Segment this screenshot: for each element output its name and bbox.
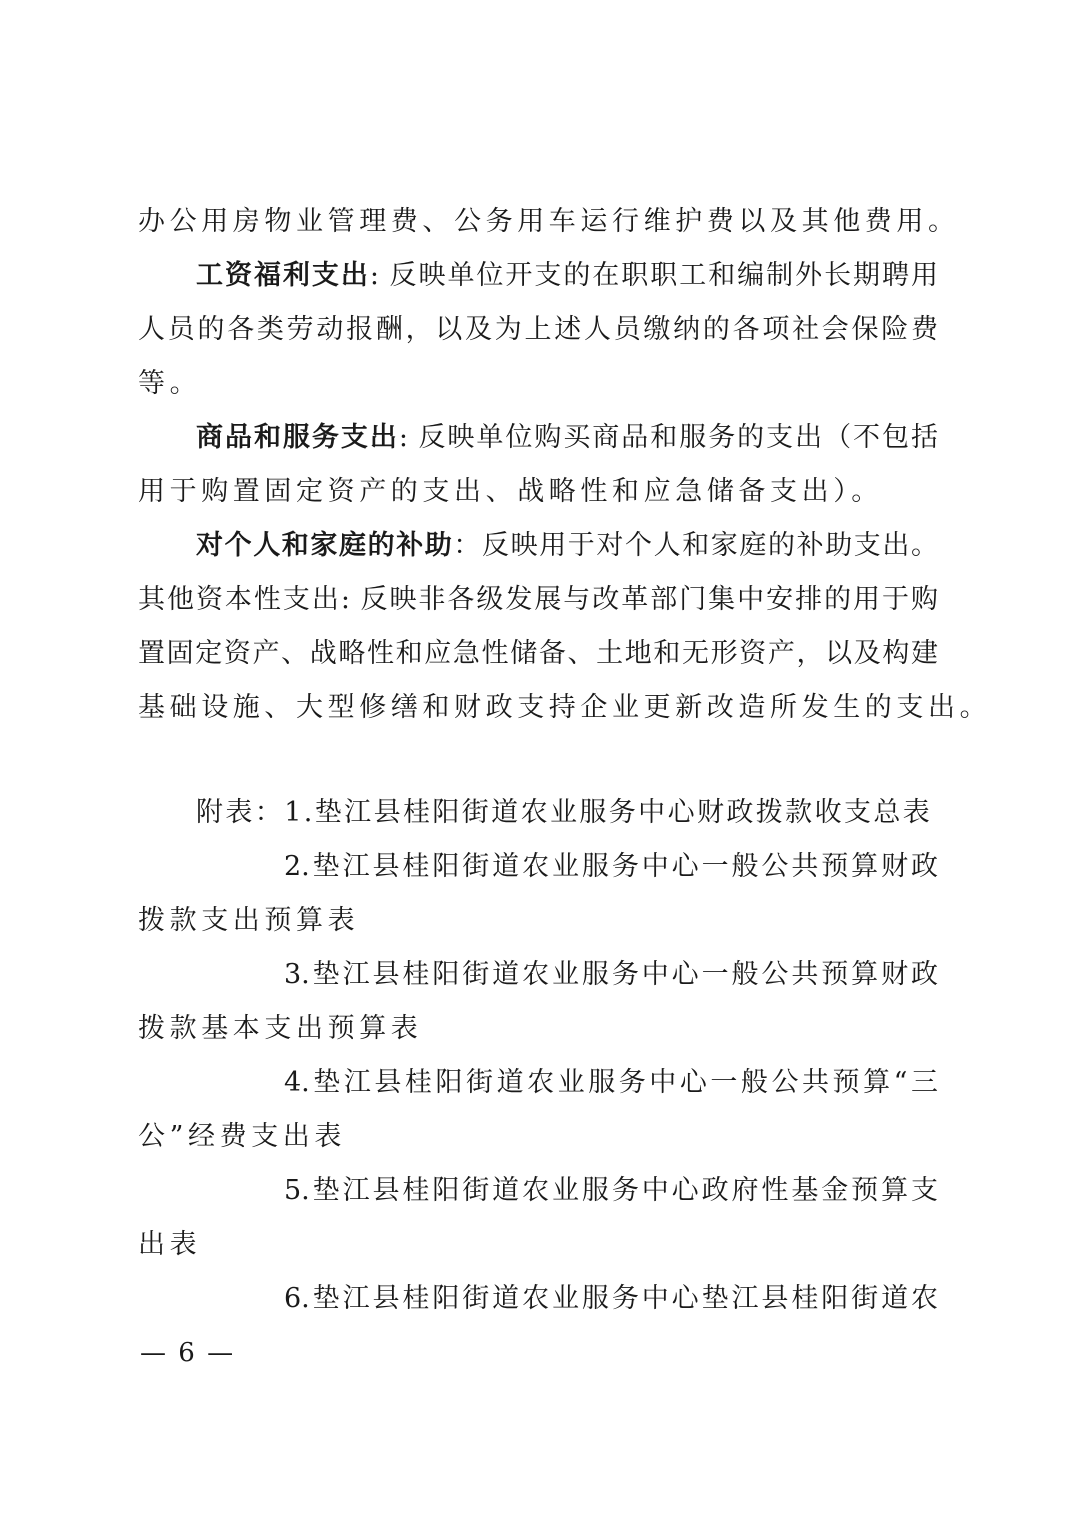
paragraph-line: 办公用房物业管理费、公务用车运行维护费以及其他费用。 xyxy=(138,206,960,237)
paragraph-line: 人员的各类劳动报酬，以及为上述人员缴纳的各项社会保险费 xyxy=(138,314,938,345)
attachment-title: 1.垫江县桂阳街道农业服务中心财政拨款收支总表 xyxy=(284,797,933,828)
paragraph-line: : 反映单位购买商品和服务的支出（不包括 xyxy=(398,422,938,453)
paragraph-goods-services xyxy=(196,420,938,456)
attachment-item-1 xyxy=(196,795,938,831)
attachment-item-6: 6.垫江县桂阳街道农业服务中心垫江县桂阳街道农 xyxy=(284,1283,938,1314)
paragraph-line: : 反映单位开支的在职职工和编制外长期聘用 xyxy=(369,260,938,291)
page-number: — 6 — xyxy=(140,1338,236,1368)
paragraph-line: ：反映用于对个人和家庭的补助支出。 xyxy=(453,530,939,561)
attachment-title: 拨款支出预算表 xyxy=(138,905,360,936)
term-subsidy: 对个人和家庭的补助 xyxy=(196,530,454,561)
paragraph-subsidy xyxy=(196,528,938,564)
attachment-title: 公”经费支出表 xyxy=(138,1121,347,1152)
paragraph-line: 置固定资产、战略性和应急性储备、土地和无形资产，以及构建 xyxy=(138,638,938,669)
attachment-item-2: 2.垫江县桂阳街道农业服务中心一般公共预算财政 xyxy=(284,851,938,882)
paragraph-line: 基础设施、大型修缮和财政支持企业更新改造所发生的支出。 xyxy=(138,692,992,723)
paragraph-capital: 其他资本性支出: 反映非各级发展与改革部门集中安排的用于购 xyxy=(138,584,938,615)
attachment-title: 出表 xyxy=(138,1229,202,1260)
paragraph-line: 用于购置固定资产的支出、战略性和应急储备支出）。 xyxy=(138,476,883,507)
attachment-item-5: 5.垫江县桂阳街道农业服务中心政府性基金预算支 xyxy=(284,1175,938,1206)
term-goods-services: 商品和服务支出 xyxy=(196,422,399,453)
attachment-item-4: 4.垫江县桂阳街道农业服务中心一般公共预算“三 xyxy=(284,1067,938,1098)
paragraph-line: 等。 xyxy=(138,368,202,399)
attachment-title: 拨款基本支出预算表 xyxy=(138,1013,423,1044)
attachments-label: 附表： xyxy=(196,797,285,828)
term-wage-benefits: 工资福利支出 xyxy=(196,260,370,291)
paragraph-wage-benefits xyxy=(196,258,938,294)
attachment-item-3: 3.垫江县桂阳街道农业服务中心一般公共预算财政 xyxy=(284,959,938,990)
